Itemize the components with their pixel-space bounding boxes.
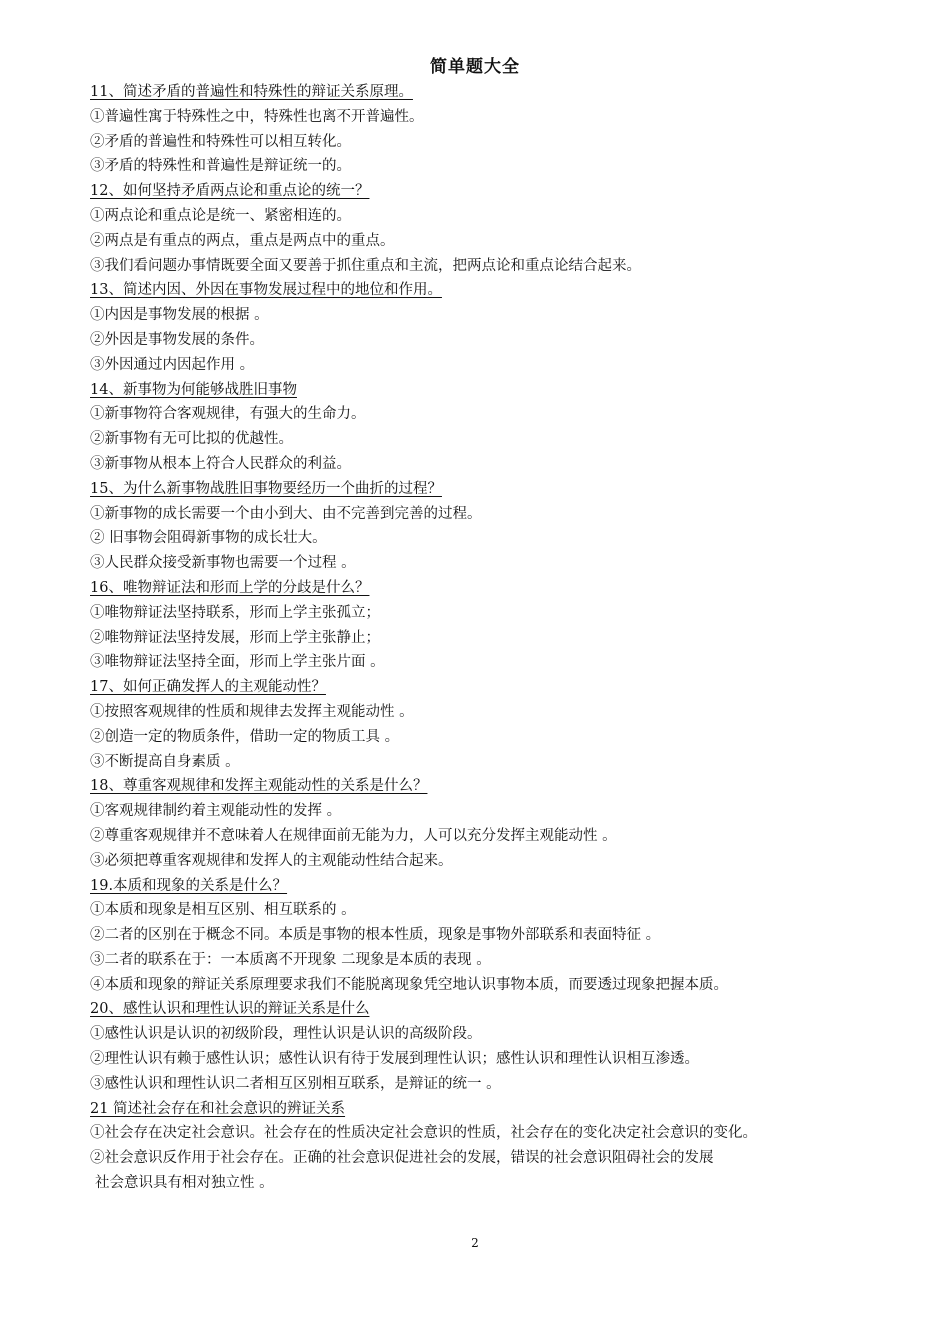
question-heading: 13、简述内因、外因在事物发展过程中的地位和作用。 [90, 282, 442, 299]
answer-line: ①新事物的成长需要一个由小到大、由不完善到完善的过程。 [90, 505, 482, 522]
answer-line: ②新事物有无可比拟的优越性。 [90, 431, 293, 448]
qa-list [90, 80, 890, 1196]
answer-line: ②社会意识反作用于社会存在。正确的社会意识促进社会的发展，错误的社会意识阻碍社会的发展 [90, 1150, 714, 1167]
answer-line: ②创造一定的物质条件，借助一定的物质工具 。 [90, 728, 400, 745]
question-heading: 11、简述矛盾的普遍性和特殊性的辩证关系原理。 [90, 84, 413, 100]
answer-line: ①社会存在决定社会意识。社会存在的性质决定社会意识的性质，社会存在的变化决定社会意识的变化。 [90, 1125, 757, 1142]
answer-line: ③二者的联系在于：一本质离不开现象 二现象是本质的表现 。 [90, 951, 491, 968]
answer-line: ②唯物辩证法坚持发展，形而上学主张静止； [90, 629, 380, 646]
answer-line: ②外因是事物发展的条件。 [90, 331, 264, 348]
answer-line: ②两点是有重点的两点，重点是两点中的重点。 [90, 232, 395, 249]
page-number: 2 [471, 1236, 479, 1250]
answer-line: ③唯物辩证法坚持全面，形而上学主张片面 。 [90, 654, 385, 671]
question-heading: 17、如何正确发挥人的主观能动性？ [90, 679, 326, 696]
answer-line: ①普遍性寓于特殊性之中，特殊性也离不开普遍性。 [90, 108, 424, 125]
answer-line: ②二者的区别在于概念不同。本质是事物的根本性质，现象是事物外部联系和表面特征 。 [90, 927, 661, 944]
question-heading: 12、如何坚持矛盾两点论和重点论的统一？ [90, 183, 370, 200]
answer-line: ③人民群众接受新事物也需要一个过程 。 [90, 555, 356, 572]
question-heading: 21 简述社会存在和社会意识的辨证关系 [90, 1100, 346, 1117]
question-heading: 15、为什么新事物战胜旧事物要经历一个曲折的过程？ [90, 480, 442, 497]
question-heading: 18、尊重客观规律和发挥主观能动性的关系是什么？ [90, 778, 428, 795]
answer-line: ①客观规律制约着主观能动性的发挥 。 [90, 803, 342, 820]
question-heading: 19.本质和现象的关系是什么？ [90, 877, 288, 894]
answer-line: ①两点论和重点论是统一、紧密相连的。 [90, 207, 351, 224]
answer-line: ④本质和现象的辩证关系原理要求我们不能脱离现象凭空地认识事物本质，而要透过现象把握本质。 [90, 976, 728, 993]
answer-line: 社会意识具有相对独立性 。 [95, 1175, 274, 1192]
answer-line: ①唯物辩证法坚持联系，形而上学主张孤立； [90, 604, 380, 621]
answer-line: ③外因通过内因起作用 。 [90, 356, 255, 373]
answer-line: ①新事物符合客观规律，有强大的生命力。 [90, 406, 366, 423]
answer-line: ①感性认识是认识的初级阶段，理性认识是认识的高级阶段。 [90, 1026, 482, 1043]
answer-line: ③新事物从根本上符合人民群众的利益。 [90, 455, 351, 472]
answer-line: ①按照客观规律的性质和规律去发挥主观能动性 。 [90, 703, 414, 720]
answer-line: ③我们看问题办事情既要全面又要善于抓住重点和主流，把两点论和重点论结合起来。 [90, 257, 641, 274]
answer-line: ③不断提高自身素质 。 [90, 753, 240, 770]
answer-line: ②理性认识有赖于感性认识；感性认识有待于发展到理性认识；感性认识和理性认识相互渗透。 [90, 1051, 699, 1068]
page-title: 简单题大全 [430, 57, 520, 77]
answer-line: ②尊重客观规律并不意味着人在规律面前无能为力，人可以充分发挥主观能动性 。 [90, 827, 617, 844]
answer-line: ③矛盾的特殊性和普遍性是辩证统一的。 [90, 158, 351, 175]
answer-line: ③感性认识和理性认识二者相互区别相互联系，是辩证的统一 。 [90, 1075, 501, 1092]
answer-line: ①内因是事物发展的根据 。 [90, 307, 269, 324]
question-heading: 16、唯物辩证法和形而上学的分歧是什么？ [90, 579, 370, 596]
question-heading: 20、感性认识和理性认识的辩证关系是什么 [90, 1001, 370, 1018]
answer-line: ② 旧事物会阻碍新事物的成长壮大。 [90, 530, 327, 547]
answer-line: ②矛盾的普遍性和特殊性可以相互转化。 [90, 133, 351, 150]
answer-line: ③必须把尊重客观规律和发挥人的主观能动性结合起来。 [90, 852, 453, 869]
answer-line: ①本质和现象是相互区别、相互联系的 。 [90, 902, 356, 919]
question-heading: 14、新事物为何能够战胜旧事物 [90, 381, 297, 398]
